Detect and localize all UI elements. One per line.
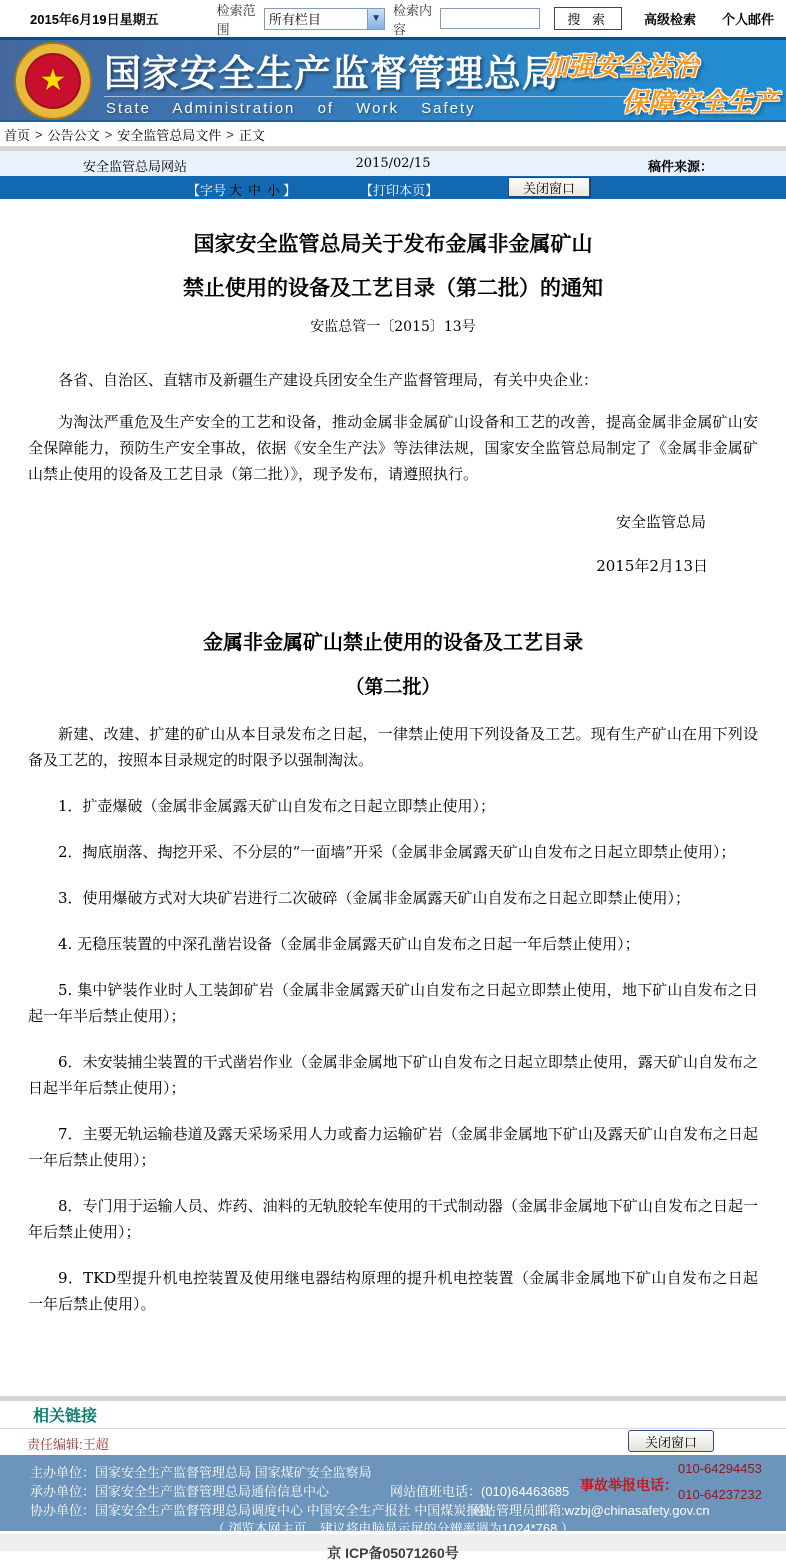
- footer-host-units: 主办单位：国家安全生产监督管理总局 国家煤矿安全监察局: [30, 1465, 372, 1480]
- breadcrumb-separator: >: [35, 126, 43, 142]
- footer-co-organizers: 协办单位：国家安全生产监督管理总局调度中心 中国安全生产报社 中国煤炭报社: [30, 1503, 493, 1518]
- related-links-title: 相关链接: [33, 1408, 98, 1425]
- accident-report-phone-1: 010-64294453: [678, 1461, 762, 1476]
- list-item-4: 4. 无稳压装置的中深孔凿岩设备（金属非金属露天矿山自发布之日起一年后禁止使用）；: [58, 935, 640, 953]
- footer-duty-phone: 网站值班电话：(010)64463685: [390, 1484, 570, 1499]
- list-item-5: 5. 集中铲装作业时人工装卸矿岩（金属非金属露天矿山自发布之日起立即禁止使用，地下矿山自发布之日起一年半后禁止使用）；: [28, 981, 758, 1025]
- font-size-medium[interactable]: 中: [248, 183, 262, 198]
- search-scope-value: 所有栏目: [268, 12, 321, 27]
- list-item-3: 3．使用爆破方式对大块矿岩进行二次破碎（金属非金属露天矿山自发布之日起立即禁止使用）；: [58, 889, 691, 907]
- breadcrumb-home[interactable]: 首页: [4, 127, 31, 143]
- org-name-english: State Administration of Work Safety: [106, 100, 476, 117]
- close-window-button[interactable]: 关闭窗口: [508, 177, 590, 197]
- footer-resolution-note: （ 浏览本网主页，建议将电脑显示屏的分辨率调为1024*768 ）: [212, 1521, 574, 1536]
- article-toolbar: [0, 176, 786, 199]
- body-paragraph: 为淘汰严重危及生产安全的工艺和设备，推动金属非金属矿山设备和工艺的改善，提高金属非金属矿山安全保障能力，预防生产安全事故，依据《安全生产法》等法律法规，国家安全监管总局制定了《金属非金属矿山禁止使用的设备及工艺目录（第二批）》，现予发布，请遵照执行。: [28, 413, 758, 483]
- document-number: 安监总管一〔2015〕13号: [310, 319, 476, 335]
- font-size-large[interactable]: 大: [229, 183, 243, 198]
- breadcrumb-separator: >: [226, 126, 234, 142]
- footer-webmaster-email: 网站管理员邮箱:wzbj@chinasafety.gov.cn: [470, 1503, 710, 1518]
- accident-report-phone-label: 事故举报电话：: [580, 1477, 678, 1493]
- catalog-intro-paragraph: 新建、改建、扩建的矿山从本目录发布之日起，一律禁止使用下列设备及工艺。现有生产矿山在用下列设备及工艺的，按照本目录规定的时限予以强制淘汰。: [28, 725, 758, 769]
- list-item-9: 9．TKD型提升机电控装置及使用继电器结构原理的提升机电控装置（金属非金属地下矿山自发布之日起一年后禁止使用）。: [28, 1269, 758, 1313]
- chevron-down-icon[interactable]: ▼: [367, 9, 384, 29]
- editor-row: [0, 1429, 786, 1455]
- current-date: 2015年6月19日星期五: [30, 12, 159, 27]
- site-banner: [0, 37, 786, 122]
- publish-date: 2015/02/15: [355, 156, 431, 171]
- site-footer: [0, 1455, 786, 1536]
- list-item-7: 7．主要无轨运输巷道及露天采场采用人力或畜力运输矿岩（金属非金属地下矿山及露天矿山自发布之日起一年后禁止使用）；: [28, 1125, 758, 1169]
- font-size-prefix: 【字号: [187, 183, 227, 198]
- breadcrumb-article: 正文: [238, 127, 265, 143]
- print-page-link[interactable]: 【打印本页】: [360, 183, 439, 198]
- breadcrumb: [0, 122, 786, 146]
- salutation-paragraph: 各省、自治区、直辖市及新疆生产建设兵团安全生产监督管理局，有关中央企业：: [58, 371, 599, 389]
- article-meta-bar: [0, 151, 786, 176]
- document-title-line1: 国家安全监管总局关于发布金属非金属矿山: [193, 231, 593, 256]
- national-emblem-logo: [16, 44, 90, 118]
- breadcrumb-saws-documents[interactable]: 安全监管总局文件: [117, 127, 222, 143]
- breadcrumb-separator: >: [104, 126, 113, 142]
- icp-record-number: 京 ICP备05071260号: [327, 1545, 459, 1561]
- related-links-section: [0, 1401, 786, 1429]
- personal-mail-link[interactable]: 个人邮件: [721, 12, 774, 27]
- signing-authority: 安全监管总局: [615, 513, 706, 531]
- list-item-1: 1．扩壶爆破（金属非金属露天矿山自发布之日起立即禁止使用）；: [58, 797, 496, 815]
- article-content: [0, 229, 786, 1396]
- catalog-title: 金属非金属矿山禁止使用的设备及工艺目录: [203, 630, 583, 654]
- star-icon: ★: [39, 64, 67, 97]
- banner-slogan-2: 保障安全生产: [621, 87, 778, 117]
- font-size-small[interactable]: 小: [267, 183, 281, 198]
- list-item-2: 2．掏底崩落、掏挖开采、不分层的“一面墙”开采（金属非金属露天矿山自发布之日起立即禁止使用）；: [58, 843, 736, 861]
- accident-report-phone-2: 010-64237232: [678, 1487, 762, 1502]
- document-title-line2: 禁止使用的设备及工艺目录（第二批）的通知: [183, 275, 603, 300]
- font-size-suffix: 】: [283, 183, 297, 198]
- list-item-6: 6．未安装捕尘装置的干式凿岩作业（金属非金属地下矿山自发布之日起立即禁止使用，露天矿山自发布之日起半年后禁止使用）；: [28, 1053, 758, 1097]
- search-input[interactable]: [440, 8, 540, 29]
- list-item-8: 8．专门用于运输人员、炸药、油料的无轨胶轮车使用的干式制动器（金属非金属地下矿山自发布之日起一年后禁止使用）；: [28, 1197, 758, 1241]
- catalog-subtitle: （第二批）: [345, 676, 441, 698]
- responsible-editor: 责任编辑:王超: [27, 1437, 109, 1452]
- search-scope-select[interactable]: [264, 8, 385, 30]
- search-button[interactable]: 搜 索: [554, 7, 622, 30]
- breadcrumb-announcements[interactable]: 公告公文: [47, 127, 100, 143]
- manuscript-source-label: 稿件来源：: [648, 159, 714, 174]
- advanced-search-link[interactable]: 高级检索: [643, 12, 696, 27]
- source-site: 安全监管总局网站: [83, 159, 188, 174]
- footer-undertaking-unit: 承办单位：国家安全生产监督管理总局通信信息中心: [30, 1484, 330, 1499]
- banner-slogan-1: 加强安全法治: [541, 51, 698, 81]
- close-window-button-bottom[interactable]: 关闭窗口: [628, 1430, 714, 1452]
- signing-date: 2015年2月13日: [596, 557, 708, 575]
- utility-bar: [0, 0, 786, 37]
- search-scope-label: 检索范围: [216, 2, 256, 37]
- font-size-control: [187, 180, 296, 199]
- search-content-label: 检索内容: [393, 2, 433, 37]
- org-name-chinese: 国家安全生产监督管理总局: [104, 53, 560, 94]
